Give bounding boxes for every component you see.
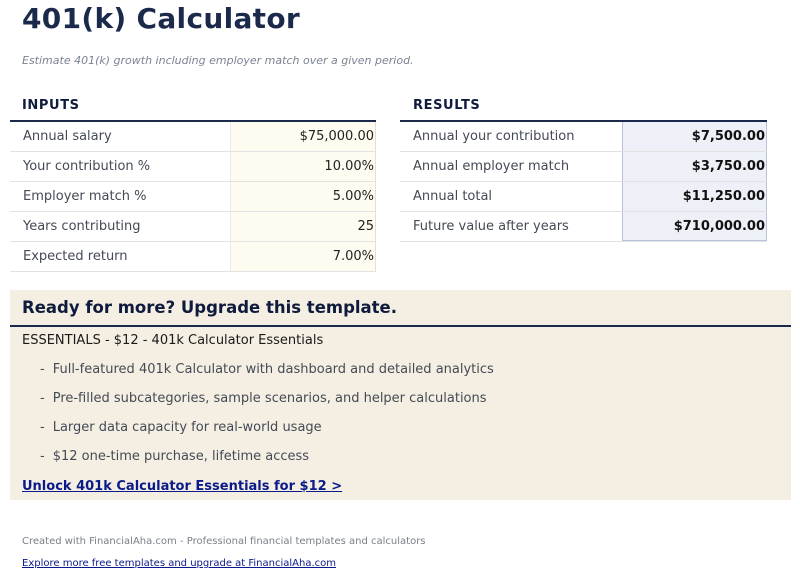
- input-row-years: [10, 212, 376, 242]
- feature-list: [40, 362, 494, 478]
- contribution-percent-input[interactable]: 10.00%: [230, 152, 376, 181]
- result-label: Annual employer match: [413, 159, 570, 174]
- footer-link[interactable]: Explore more free templates and upgrade at FinancialAha.com: [22, 558, 337, 569]
- input-row-employer-match: [10, 182, 376, 212]
- inputs-heading: INPUTS: [22, 98, 80, 113]
- input-label: Annual salary: [23, 129, 112, 144]
- feature-text: Larger data capacity for real-world usage: [52, 420, 322, 435]
- input-label: Employer match %: [23, 189, 147, 204]
- employer-match-input[interactable]: 5.00%: [230, 182, 376, 211]
- result-value: $3,750.00: [622, 152, 767, 181]
- page-title: 401(k) Calculator: [22, 2, 301, 35]
- input-row-annual-salary: [10, 122, 376, 152]
- upgrade-divider: [10, 325, 791, 327]
- result-value: $710,000.00: [622, 212, 767, 241]
- list-item: [40, 449, 494, 478]
- years-contributing-input[interactable]: 25: [230, 212, 376, 241]
- result-label: Annual total: [413, 189, 493, 204]
- list-item: [40, 362, 494, 391]
- bullet-marker: -: [40, 420, 45, 435]
- inputs-table: [10, 120, 376, 272]
- bullet-marker: -: [40, 362, 45, 377]
- result-row-annual-total: [400, 182, 767, 212]
- input-label: Expected return: [23, 249, 128, 264]
- input-row-expected-return: [10, 242, 376, 272]
- feature-text: $12 one-time purchase, lifetime access: [52, 449, 310, 464]
- bullet-marker: -: [40, 391, 45, 406]
- bullet-marker: -: [40, 449, 45, 464]
- input-row-contribution: [10, 152, 376, 182]
- input-label: Years contributing: [23, 219, 141, 234]
- feature-text: Pre-filled subcategories, sample scenarios, and helper calculations: [52, 391, 487, 406]
- feature-text: Full-featured 401k Calculator with dashboard and detailed analytics: [52, 362, 494, 377]
- expected-return-input[interactable]: 7.00%: [230, 242, 376, 271]
- results-table: [400, 120, 767, 242]
- list-item: [40, 391, 494, 420]
- unlock-essentials-link[interactable]: Unlock 401k Calculator Essentials for $12 >: [22, 479, 343, 494]
- input-label: Your contribution %: [23, 159, 151, 174]
- annual-salary-input[interactable]: $75,000.00: [230, 122, 376, 151]
- list-item: [40, 420, 494, 449]
- result-label: Future value after years: [413, 219, 569, 234]
- result-value: $7,500.00: [622, 122, 767, 151]
- page-subtitle: Estimate 401(k) growth including employer match over a given period.: [22, 54, 414, 67]
- results-heading: RESULTS: [413, 98, 481, 113]
- footer-credit: Created with FinancialAha.com - Professional financial templates and calculators: [22, 536, 426, 547]
- upgrade-panel: [10, 290, 791, 500]
- result-row-employer-match: [400, 152, 767, 182]
- upgrade-title: Ready for more? Upgrade this template.: [22, 298, 398, 317]
- plan-name: ESSENTIALS - $12 - 401k Calculator Essentials: [22, 333, 324, 348]
- result-value: $11,250.00: [622, 182, 767, 211]
- result-row-future-value: [400, 212, 767, 242]
- result-label: Annual your contribution: [413, 129, 575, 144]
- result-row-your-contribution: [400, 122, 767, 152]
